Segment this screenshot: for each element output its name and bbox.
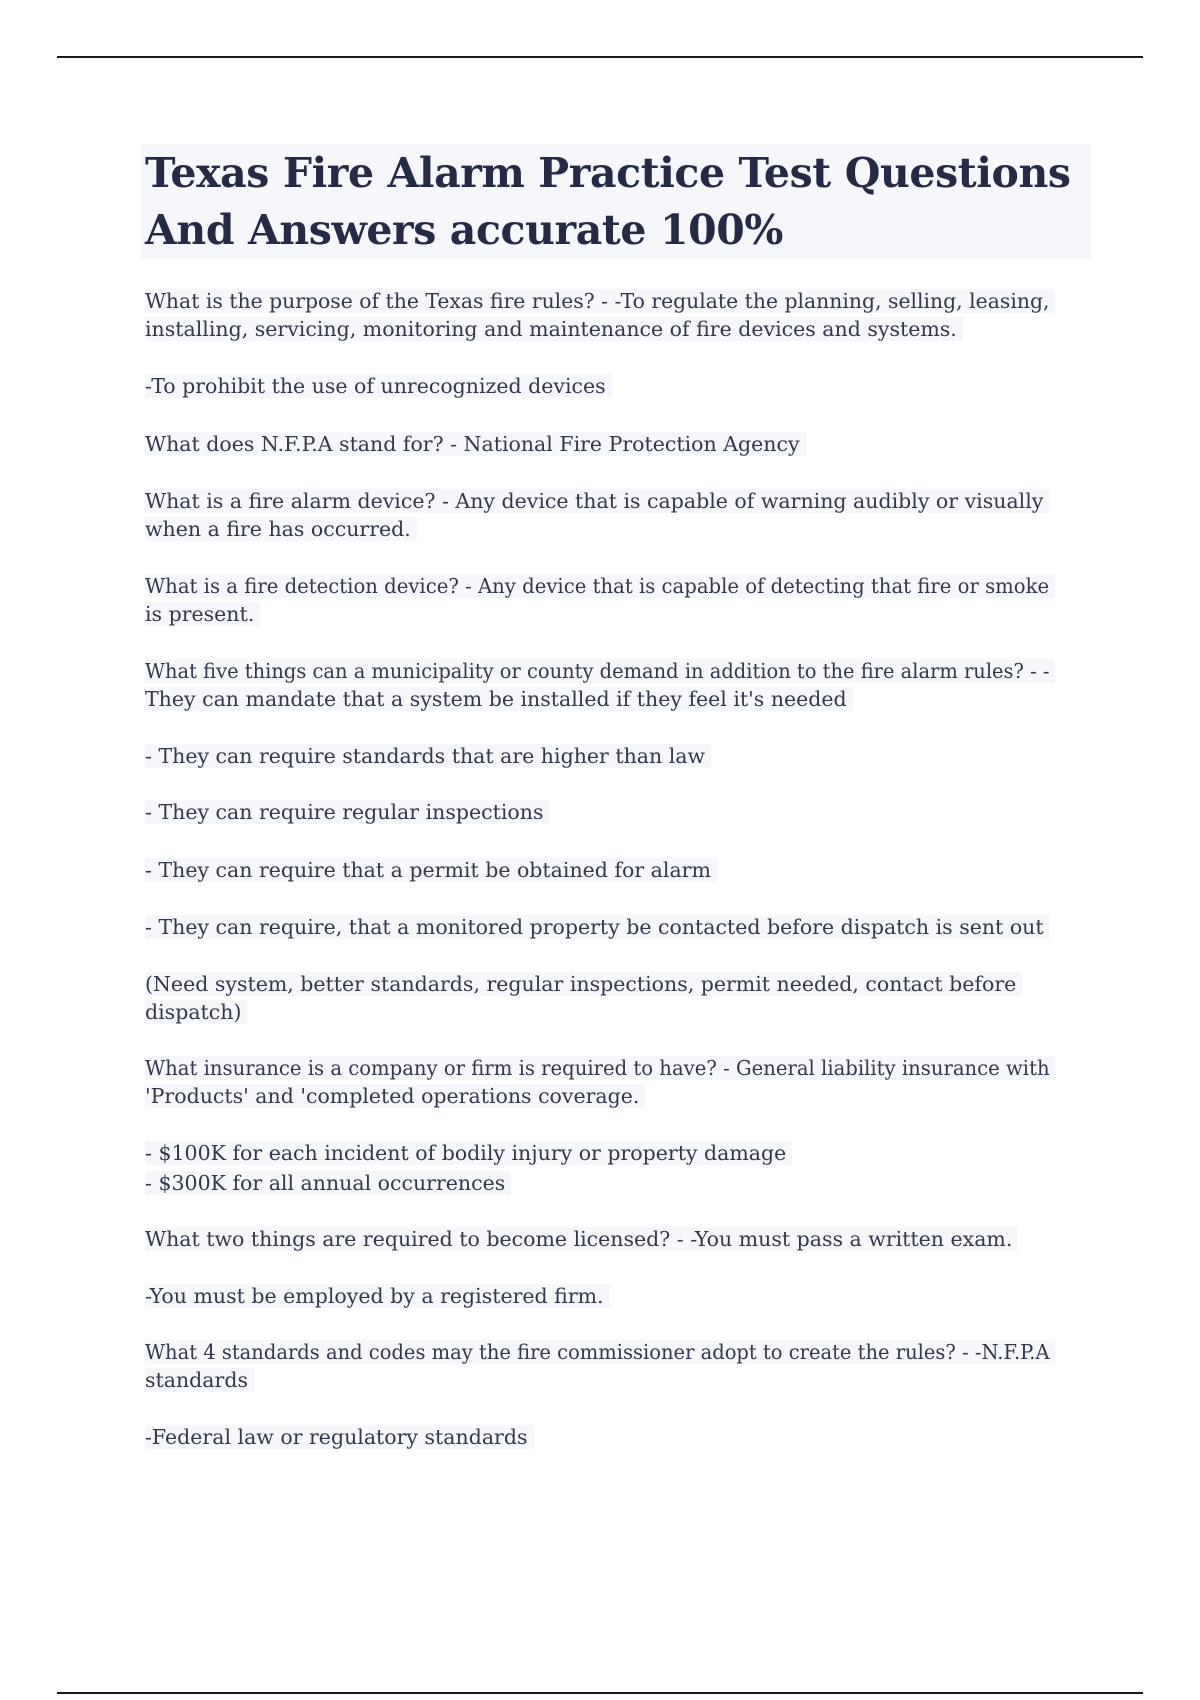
text-line: What two things are required to become licensed? - -You must pass a written exam. bbox=[145, 1225, 1018, 1253]
title-line-1: Texas Fire Alarm Practice Test Questions bbox=[145, 149, 1071, 197]
text-line: What is a fire detection device? - Any device that is capable of detecting that fire or smoke bbox=[145, 572, 1055, 600]
text-line: standards bbox=[145, 1366, 254, 1394]
text-line: (Need system, better standards, regular inspections, permit needed, contact before bbox=[145, 970, 1022, 998]
title-line-2: And Answers accurate 100% bbox=[145, 206, 783, 254]
document-title bbox=[145, 145, 1085, 259]
text-line: What does N.F.P.A stand for? - National Fire Protection Agency bbox=[145, 430, 806, 458]
text-line: - They can require regular inspections bbox=[145, 798, 549, 826]
text-line: - $100K for each incident of bodily injury or property damage bbox=[145, 1139, 792, 1167]
text-line: What 4 standards and codes may the fire commissioner adopt to create the rules? - -N.F.P.A bbox=[145, 1338, 1055, 1366]
text-line: - They can require standards that are higher than law bbox=[145, 742, 711, 770]
text-line: They can mandate that a system be installed if they feel it's needed bbox=[145, 685, 853, 713]
text-line: What five things can a municipality or county demand in addition to the fire alarm rules? - - bbox=[145, 657, 1055, 685]
text-line: - They can require, that a monitored property be contacted before dispatch is sent out bbox=[145, 913, 1050, 941]
text-line: - $300K for all annual occurrences bbox=[145, 1169, 511, 1197]
text-line: -You must be employed by a registered firm. bbox=[145, 1282, 610, 1310]
text-line: What insurance is a company or firm is required to have? - General liability insurance with bbox=[145, 1054, 1055, 1082]
text-line: What is a fire alarm device? - Any device that is capable of warning audibly or visually bbox=[145, 487, 1049, 515]
text-line: -To prohibit the use of unrecognized devices bbox=[145, 372, 612, 400]
text-line: What is the purpose of the Texas fire rules? - -To regulate the planning, selling, leasing, bbox=[145, 287, 1055, 315]
footer-rule bbox=[57, 1692, 1143, 1694]
text-line: 'Products' and 'completed operations coverage. bbox=[145, 1082, 645, 1110]
text-line: when a fire has occurred. bbox=[145, 515, 417, 543]
text-line: -Federal law or regulatory standards bbox=[145, 1423, 534, 1451]
text-line: is present. bbox=[145, 600, 260, 628]
header-rule bbox=[57, 56, 1143, 58]
text-line: dispatch) bbox=[145, 998, 247, 1026]
text-line: - They can require that a permit be obtained for alarm bbox=[145, 856, 717, 884]
text-line: installing, servicing, monitoring and maintenance of fire devices and systems. bbox=[145, 315, 963, 343]
